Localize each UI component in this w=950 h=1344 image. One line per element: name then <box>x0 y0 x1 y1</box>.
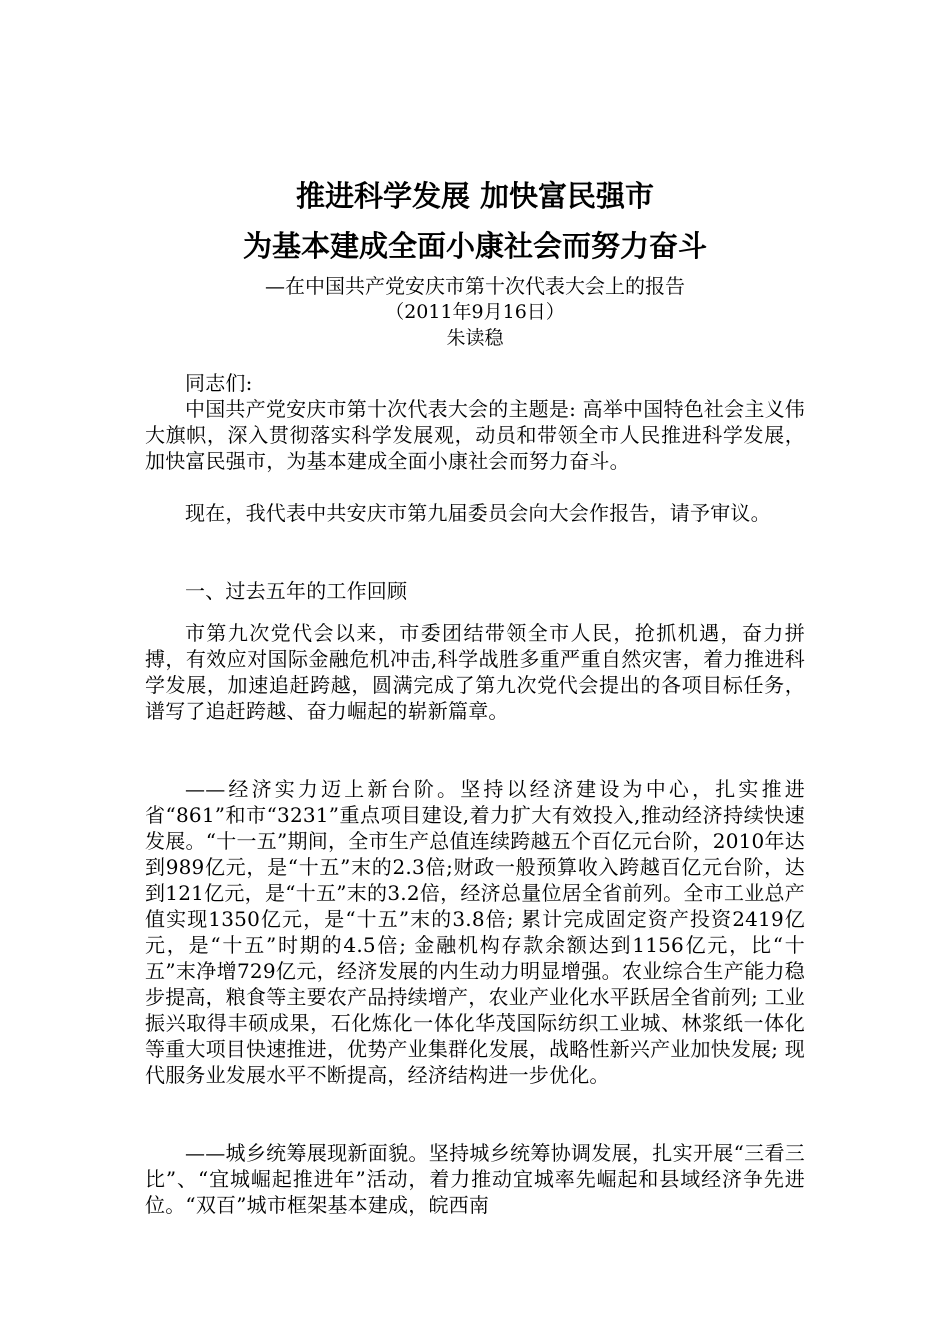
document-author: 朱读稳 <box>446 327 504 349</box>
theme-paragraph: 中国共产党安庆市第十次代表大会的主题是: 高举中国特色社会主义伟大旗帜，深入贯彻落实科学发展观，动员和带领全市人民推进科学发展，加快富民强市，为基本建成全面小康社会而努力奋斗。 <box>145 397 805 473</box>
document-subtitle: —在中国共产党安庆市第十次代表大会上的报告 <box>265 274 685 298</box>
urban-rural-paragraph: ——城乡统筹展现新面貌。坚持城乡统筹协调发展，扎实开展“三看三比”、“宜城崛起推进年”活动，着力推动宜城率先崛起和县域经济争先进位。“双百”城市框架基本建成，皖西南 <box>145 1141 805 1217</box>
greeting-paragraph: 同志们: <box>185 371 253 395</box>
economy-paragraph: ——经济实力迈上新台阶。坚持以经济建设为中心，扎实推进省“861”和市“3231”重点项目建设,着力扩大有效投入,推动经济持续快速发展。“十一五”期间，全市生产总值连续跨越五个百亿元台阶，2010年达到989亿元，是“十五”末的2.3倍;财政一般预算收入跨越百亿元台阶，达到121亿元，是“十五”末的3.2倍，经济总量位居全省前列。全市工业总产值实现1350亿元，是“十五”末的3.8倍; 累计完成固定资产投资2419亿元，是“十五”时期的4.5倍; 金融机构存款余额达到1156亿元，比“十五”末净增729亿元，经济发展的内生动力明显增强。农业综合生产能力稳步提高，粮食等主要农产品持续增产，农业产业化水平跃居全省前列; 工业振兴取得丰硕成果，石化炼化一体化华茂国际纺织工业城、林浆纸一体化等重大项目快速推进，优势产业集群化发展，战略性新兴产业加快发展; 现代服务业发展水平不断提高，经济结构进一步优化。 <box>145 777 805 1087</box>
document-date: （2011年9月16日） <box>385 301 565 323</box>
review-request-paragraph: 现在，我代表中共安庆市第九届委员会向大会作报告，请予审议。 <box>185 501 771 525</box>
document-title-line-2: 为基本建成全面小康社会而努力奋斗 <box>242 229 707 263</box>
section-heading: 一、过去五年的工作回顾 <box>185 579 408 603</box>
document-title-line-1: 推进科学发展 加快富民强市 <box>295 179 655 213</box>
intro-paragraph: 市第九次党代会以来，市委团结带领全市人民，抢抓机遇，奋力拼搏，有效应对国际金融危机冲击,科学战胜多重严重自然灾害，着力推进科学发展，加速追赶跨越，圆满完成了第九次党代会提出的各项目标任务，谱写了追赶跨越、奋力崛起的崭新篇章。 <box>145 621 805 723</box>
